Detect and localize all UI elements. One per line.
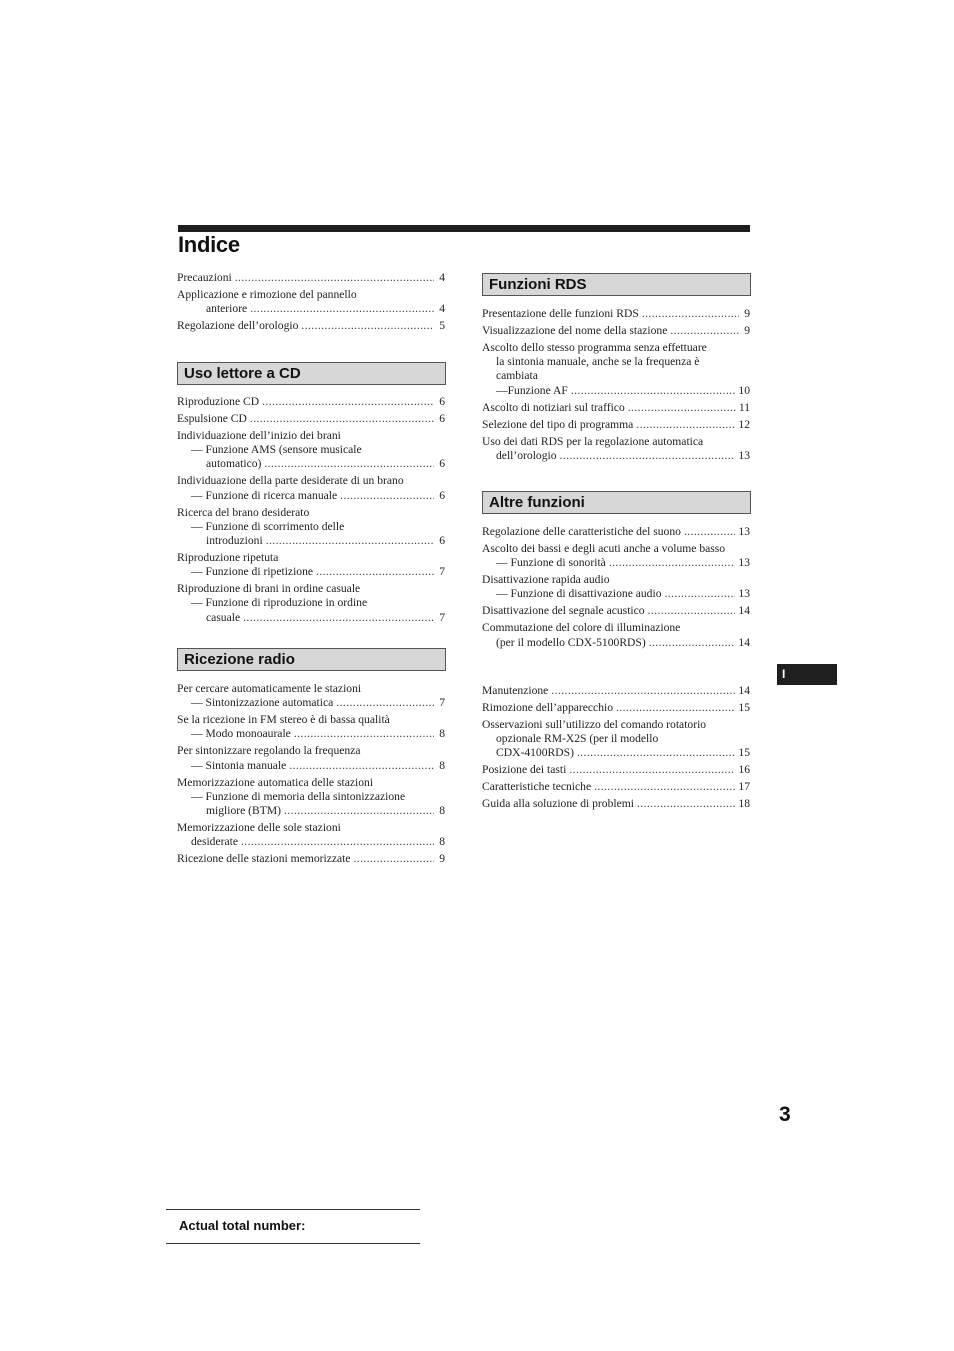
toc-entry-text: Memorizzazione automatica delle stazioni (177, 775, 374, 789)
toc-entry-line (177, 852, 445, 866)
toc-page-number: 5 (439, 319, 445, 333)
toc-entry-text: Commutazione del colore di illuminazione (482, 621, 681, 635)
dot-leader (636, 418, 735, 432)
toc-entry[interactable] (177, 474, 445, 502)
toc-entry-text: Selezione del tipo di programma (482, 417, 634, 431)
toc-entry-line (482, 401, 750, 415)
dot-leader (670, 324, 739, 338)
toc-entry-text: — Funzione di memoria della sintonizzazione (191, 789, 406, 803)
toc-entry-text: Osservazioni sull’utilizzo del comando rotatorio (482, 718, 707, 731)
toc-entry-line (177, 271, 445, 285)
toc-entry-line (482, 435, 750, 449)
toc-entry[interactable] (482, 684, 750, 698)
toc-entry-text: migliore (BTM) (206, 804, 282, 818)
toc-page-number: 4 (439, 271, 445, 284)
toc-entry-text: Ricezione delle stazioni memorizzate (177, 852, 351, 866)
toc-entry-line (177, 565, 445, 579)
toc-entry-text: introduzioni (206, 534, 263, 548)
toc-entry-line (177, 443, 445, 457)
toc-entry-line (482, 369, 750, 383)
toc-entry-line (177, 582, 445, 596)
dot-leader (316, 565, 434, 579)
toc-entry-line (177, 412, 445, 426)
toc-entry[interactable] (482, 780, 750, 794)
dot-leader (560, 449, 736, 463)
toc-entry[interactable] (482, 525, 750, 539)
toc-page-number: 6 (439, 488, 445, 502)
toc-page-number: 6 (439, 395, 445, 408)
toc-page-number: 15 (738, 746, 750, 760)
toc-page-number: 11 (738, 400, 750, 414)
toc-entry-text: Ricerca del brano desiderato (177, 505, 310, 519)
toc-page-number: 9 (439, 852, 445, 866)
toc-entry[interactable] (177, 506, 445, 549)
dot-leader (684, 525, 735, 539)
toc-entry-line (482, 355, 750, 369)
toc-entry-line (177, 744, 445, 758)
toc-page-number: 15 (738, 701, 750, 714)
toc-entry-line (177, 319, 445, 333)
toc-entry[interactable] (482, 604, 750, 618)
toc-entry-line (177, 611, 445, 625)
toc-entry[interactable] (482, 718, 750, 761)
toc-entry[interactable] (177, 744, 445, 772)
toc-entry-text: — Funzione di riproduzione in ordine (191, 596, 368, 610)
toc-page-number: 13 (738, 448, 750, 462)
toc-entry-line (177, 835, 445, 849)
dot-leader (628, 401, 736, 415)
toc-entry-line (482, 621, 750, 635)
toc-entry-text: — Funzione di scorrimento delle (191, 519, 345, 533)
toc-entry-text: CDX-4100RDS) (496, 746, 574, 760)
toc-entry-text: Individuazione dell’inizio dei brani (177, 429, 341, 442)
toc-entry-line (482, 718, 750, 732)
toc-page-number: 4 (439, 302, 445, 316)
toc-entry-text: — Funzione di ricerca manuale (191, 488, 338, 502)
toc-entry[interactable] (177, 551, 445, 579)
dot-leader (594, 780, 735, 794)
toc-entry[interactable] (177, 776, 445, 819)
dot-leader (289, 759, 434, 773)
toc-entry-line (177, 302, 445, 316)
toc-entry[interactable] (177, 682, 445, 710)
toc-entry[interactable] (177, 271, 445, 285)
toc-entry-text: opzionale RM-X2S (per il modello (496, 732, 659, 746)
footer-label: Actual total number: (179, 1218, 306, 1233)
toc-entry[interactable] (177, 288, 445, 316)
toc-entry[interactable] (177, 412, 445, 426)
section-heading-radio: Ricezione radio (177, 648, 446, 671)
toc-entry-line (177, 776, 445, 790)
toc-entry-line (482, 307, 750, 321)
toc-entry[interactable] (482, 435, 750, 463)
toc-entry-text: desiderate (191, 835, 238, 849)
toc-entry-line (482, 684, 750, 698)
toc-entry-text: Ascolto dei bassi e degli acuti anche a volume basso (482, 542, 726, 555)
toc-entry-line (482, 587, 750, 601)
toc-entry-line (177, 790, 445, 804)
toc-page-number: 6 (439, 412, 445, 425)
toc-page-number: 14 (738, 604, 750, 618)
toc-page-number: 8 (439, 758, 445, 772)
toc-entry-line (177, 489, 445, 503)
toc-page-number: 8 (439, 727, 445, 741)
toc-page-number: 8 (439, 804, 445, 818)
toc-entry-line (482, 324, 750, 338)
toc-entry-text: — Funzione AMS (sensore musicale (191, 443, 362, 457)
toc-page-number: 17 (738, 780, 750, 794)
toc-entry[interactable] (482, 401, 750, 415)
dot-leader (569, 763, 735, 777)
toc-entry-text: automatico) (206, 457, 262, 471)
dot-leader (648, 604, 736, 618)
toc-entry-text: Espulsione CD (177, 412, 247, 425)
dot-leader (571, 384, 736, 398)
toc-page-number: 18 (738, 797, 750, 811)
dot-leader (609, 556, 736, 570)
toc-entry-line (177, 727, 445, 741)
toc-entry-line (482, 449, 750, 463)
toc-entry-line (482, 746, 750, 760)
toc-entry-line (482, 542, 750, 556)
toc-page-number: 12 (738, 417, 750, 431)
toc-entry[interactable] (482, 573, 750, 601)
toc-entry[interactable] (482, 324, 750, 338)
dot-leader (551, 684, 735, 698)
toc-entry-line (482, 701, 750, 715)
dot-leader (262, 395, 434, 409)
toc-page-number: 9 (744, 307, 750, 320)
toc-entry-text: Regolazione delle caratteristiche del suono (482, 525, 681, 538)
section-heading-cd: Uso lettore a CD (177, 362, 446, 385)
toc-entry-text: Disattivazione del segnale acustico (482, 604, 645, 618)
toc-entry-text: Memorizzazione delle sole stazioni (177, 821, 341, 835)
toc-entry-line (177, 759, 445, 773)
toc-entry-line (177, 551, 445, 565)
toc-page-number: 7 (439, 610, 445, 624)
toc-entry-text: Disattivazione rapida audio (482, 573, 610, 587)
dot-leader (354, 852, 434, 866)
toc-entry-text: Individuazione della parte desiderate di un brano (177, 474, 404, 488)
toc-entry[interactable] (482, 418, 750, 432)
toc-entry-line (482, 636, 750, 650)
toc-entry[interactable] (177, 821, 445, 849)
toc-entry-text: casuale (206, 610, 241, 624)
toc-entry-line (482, 732, 750, 746)
toc-entry-line (177, 596, 445, 610)
page-number: 3 (779, 1103, 791, 1126)
toc-entry-line (482, 780, 750, 794)
toc-entry-text: Presentazione delle funzioni RDS (482, 307, 639, 320)
toc-entry-line (177, 474, 445, 488)
toc-entry-text: Uso dei dati RDS per la regolazione automatica (482, 434, 704, 448)
toc-intro-list (177, 271, 445, 333)
toc-entry-text: Ascolto di notiziari sul traffico (482, 400, 625, 414)
dot-leader (577, 746, 735, 760)
toc-entry-text: Ascolto dello stesso programma senza effettuare (482, 341, 707, 354)
toc-entry[interactable] (482, 701, 750, 715)
toc-entry-text: (per il modello CDX-5100RDS) (496, 635, 646, 649)
toc-entry[interactable] (482, 341, 750, 398)
toc-entry-text: — Funzione di ripetizione (191, 565, 314, 579)
toc-page-number: 16 (738, 763, 750, 777)
dot-leader (340, 489, 434, 503)
dot-leader (264, 457, 434, 471)
toc-entry-line (482, 341, 750, 355)
toc-page-number: 10 (738, 383, 750, 397)
toc-page-number: 14 (738, 684, 750, 697)
toc-entry-line (482, 573, 750, 587)
toc-page-number: 13 (738, 587, 750, 601)
toc-entry-text: la sintonia manuale, anche se la frequenza è (496, 355, 700, 369)
toc-page-number: 7 (439, 696, 445, 710)
toc-misc-list (482, 684, 750, 812)
toc-entry[interactable] (482, 307, 750, 321)
toc-entry-line (177, 506, 445, 520)
toc-entry-line (177, 696, 445, 710)
toc-entry-line (177, 457, 445, 471)
toc-entry-text: — Sintonia manuale (191, 758, 287, 772)
toc-entry-line (482, 556, 750, 570)
dot-leader (294, 727, 434, 741)
toc-entry-line (482, 418, 750, 432)
toc-radio-list (177, 682, 445, 866)
toc-entry-text: Guida alla soluzione di problemi (482, 797, 634, 811)
toc-entry-text: — Funzione di disattivazione audio (496, 587, 662, 601)
toc-cd-list (177, 395, 445, 625)
toc-entry-text: Precauzioni (177, 271, 232, 284)
dot-leader (266, 534, 434, 548)
dot-leader (642, 307, 739, 321)
dot-leader (241, 835, 434, 849)
toc-page-number: 8 (439, 835, 445, 849)
toc-page-number: 9 (744, 324, 750, 337)
toc-entry-text: — Funzione di sonorità (496, 556, 606, 570)
toc-entry-line (177, 395, 445, 409)
toc-entry-line (177, 804, 445, 818)
toc-page-number: 6 (439, 457, 445, 471)
language-tab-marker: I (777, 664, 837, 685)
toc-entry-text: Rimozione dell’apparecchio (482, 701, 614, 714)
toc-entry-line (482, 763, 750, 777)
dot-leader (250, 412, 434, 426)
toc-entry-line (482, 604, 750, 618)
dot-leader (301, 319, 434, 333)
footer-box (166, 1209, 420, 1244)
toc-entry[interactable] (482, 797, 750, 811)
toc-entry-text: Posizione dei tasti (482, 763, 567, 777)
toc-page-number: 14 (738, 635, 750, 649)
dot-leader (235, 271, 434, 285)
toc-entry-text: Manutenzione (482, 684, 549, 697)
toc-entry[interactable] (177, 429, 445, 472)
toc-entry-line (177, 520, 445, 534)
toc-entry-text: Riproduzione ripetuta (177, 551, 279, 565)
toc-entry-line (482, 384, 750, 398)
toc-entry-text: Riproduzione di brani in ordine casuale (177, 582, 361, 596)
toc-entry[interactable] (482, 763, 750, 777)
toc-entry-text: Regolazione dell’orologio (177, 319, 299, 333)
section-heading-other: Altre funzioni (482, 491, 751, 514)
dot-leader (284, 804, 434, 818)
toc-entry[interactable] (482, 542, 750, 570)
dot-leader (665, 587, 736, 601)
dot-leader (649, 636, 736, 650)
toc-entry-text: cambiata (496, 369, 538, 383)
toc-rds-list (482, 307, 750, 463)
dot-leader (616, 701, 735, 715)
title-rule (178, 225, 750, 232)
toc-entry-line (177, 713, 445, 727)
toc-entry-text: Se la ricezione in FM stereo è di bassa qualità (177, 713, 390, 727)
toc-page-number: 13 (738, 556, 750, 570)
toc-entry-text: — Modo monoaurale (191, 727, 291, 741)
toc-entry-text: Applicazione e rimozione del pannello (177, 288, 357, 301)
toc-page-number: 6 (439, 534, 445, 548)
toc-entry-line (177, 429, 445, 443)
toc-entry-line (177, 821, 445, 835)
toc-entry-text: Visualizzazione del nome della stazione (482, 324, 668, 337)
dot-leader (250, 302, 434, 316)
toc-other-list (482, 525, 750, 650)
toc-entry[interactable] (177, 395, 445, 409)
dot-leader (336, 696, 434, 710)
toc-entry[interactable] (177, 713, 445, 741)
toc-entry-text: Per sintonizzare regolando la frequenza (177, 744, 361, 758)
dot-leader (637, 797, 735, 811)
toc-entry-line (482, 525, 750, 539)
toc-entry-line (177, 288, 445, 302)
toc-entry[interactable] (177, 319, 445, 333)
toc-entry-text: — Sintonizzazione automatica (191, 696, 334, 710)
toc-entry-line (177, 682, 445, 696)
dot-leader (243, 611, 434, 625)
toc-entry-text: anteriore (206, 302, 248, 316)
toc-entry-text: Per cercare automaticamente le stazioni (177, 682, 362, 695)
section-heading-rds: Funzioni RDS (482, 273, 751, 296)
toc-page-number: 13 (738, 525, 750, 538)
toc-entry-text: —Funzione AF (496, 383, 568, 397)
toc-page-number: 7 (439, 565, 445, 579)
toc-entry-text: dell’orologio (496, 448, 557, 462)
toc-entry-text: Riproduzione CD (177, 395, 260, 408)
toc-entry[interactable] (177, 852, 445, 866)
toc-entry-line (482, 797, 750, 811)
page-title: Indice (178, 232, 240, 257)
toc-entry[interactable] (177, 582, 445, 625)
toc-entry-text: Caratteristiche tecniche (482, 780, 592, 794)
toc-entry[interactable] (482, 621, 750, 649)
toc-entry-line (177, 534, 445, 548)
